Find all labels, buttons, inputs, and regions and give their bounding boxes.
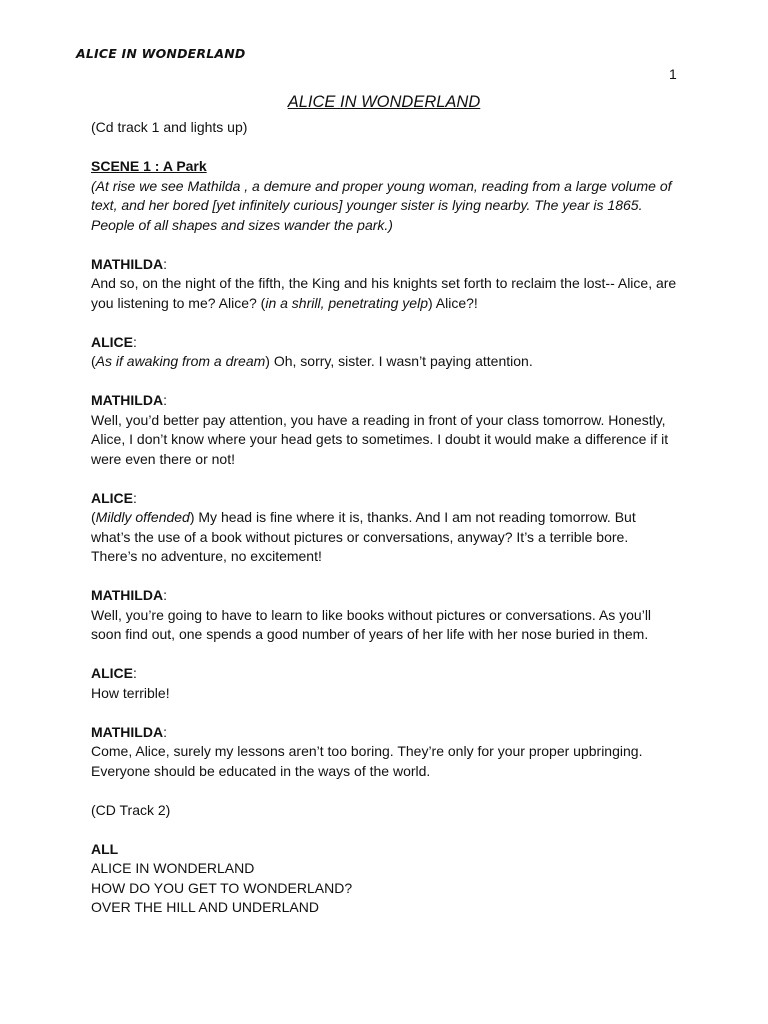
stage-direction-line: (At rise we see Mathilda , a demure and proper young woman, reading from a large volume of (91, 177, 672, 194)
dialogue-line: Everyone should be educated in the ways of the world. (91, 762, 431, 779)
lyric-line: OVER THE HILL AND UNDERLAND (91, 899, 319, 915)
dialogue-block (91, 664, 691, 703)
speaker-name: MATHILDA (91, 723, 164, 740)
speaker-colon: : (163, 392, 167, 408)
header-logo: ALICE IN WONDERLAND (76, 46, 246, 61)
dialogue-text: ) Alice?! (427, 294, 478, 311)
speaker-name: ALICE (91, 665, 133, 681)
stage-direction: As if awaking from a dream (95, 353, 266, 369)
speaker-colon: : (133, 333, 137, 350)
page-number: 1 (669, 66, 677, 82)
dialogue-text: ) Oh, sorry, sister. I wasn’t paying attention. (265, 353, 533, 369)
cue-cd-track: (CD Track 2) (91, 801, 171, 818)
dialogue-text: ( (91, 353, 96, 369)
dialogue-block (91, 255, 691, 314)
speaker-name: ALL (91, 840, 119, 857)
lyric-line: HOW DO YOU GET TO WONDERLAND? (91, 879, 353, 896)
speaker-name: ALICE (91, 489, 133, 506)
dialogue-line: How terrible! (91, 684, 170, 701)
cue-intro: (Cd track 1 and lights up) (91, 119, 248, 135)
script-body (91, 118, 691, 918)
dialogue-line: soon find out, one spends a good number of years of her life with her nose buried in them. (91, 626, 649, 642)
stage-direction: Mildly offended (95, 509, 190, 525)
dialogue-text: ( (91, 509, 96, 525)
dialogue-text: you listening to me? Alice? ( (91, 294, 266, 311)
dialogue-block (91, 489, 691, 567)
scene-heading: SCENE 1 : A Park (91, 158, 207, 174)
dialogue-block (91, 333, 691, 372)
speaker-name: MATHILDA (91, 392, 164, 408)
speaker-name: MATHILDA (91, 587, 164, 603)
dialogue-line: There’s no adventure, no excitement! (91, 548, 322, 564)
song-block (91, 840, 691, 918)
dialogue-line: And so, on the night of the fifth, the King and his knights set forth to reclaim the lost-- Alice, are (91, 275, 677, 291)
stage-direction-line: People of all shapes and sizes wander the park.) (91, 216, 393, 233)
speaker-colon: : (133, 489, 137, 506)
dialogue-block (91, 723, 691, 782)
dialogue-line: Well, you’d better pay attention, you have a reading in front of your class tomorrow. Honestly, (91, 411, 666, 428)
stage-direction: in a shrill, penetrating yelp (265, 294, 428, 311)
speaker-colon: : (163, 723, 167, 740)
scene-block (91, 157, 691, 235)
dialogue-line: Alice, I don’t know where your head gets to sometimes. I doubt it would make a difference if it (91, 431, 669, 447)
stage-direction-line: text, and her bored [yet infinitely curious] younger sister is lying nearby. The year is 1865. (91, 197, 643, 213)
speaker-name: MATHILDA (91, 255, 164, 272)
dialogue-line: were even there or not! (91, 450, 235, 467)
lyric-line: ALICE IN WONDERLAND (91, 860, 255, 876)
dialogue-block (91, 586, 691, 645)
speaker-colon: : (163, 587, 167, 603)
dialogue-line: Come, Alice, surely my lessons aren’t too boring. They’re only for your proper upbringing. (91, 743, 643, 759)
dialogue-line: Well, you’re going to have to learn to like books without pictures or conversations. As you’ll (91, 606, 652, 623)
document-title: ALICE IN WONDERLAND (287, 93, 481, 111)
dialogue-text: ) My head is fine where it is, thanks. And I am not reading tomorrow. But (189, 509, 636, 525)
dialogue-line: what’s the use of a book without pictures or conversations, anyway? It’s a terrible bore. (91, 528, 629, 545)
speaker-name: ALICE (91, 333, 133, 350)
speaker-colon: : (163, 255, 167, 272)
speaker-colon: : (133, 665, 137, 681)
dialogue-block (91, 391, 691, 469)
